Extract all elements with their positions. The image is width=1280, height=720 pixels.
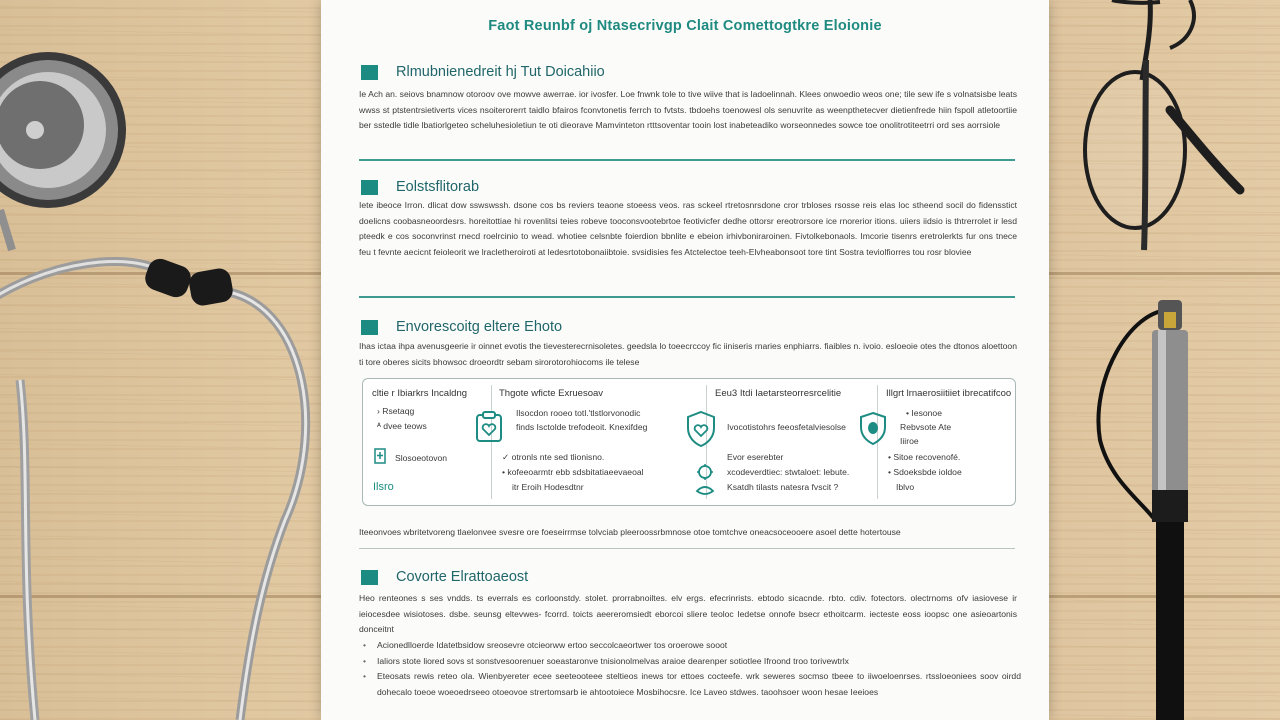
- table-line: • Sitoe recovenofé.: [888, 452, 961, 462]
- table-line-text: Sitoe recovenofé.: [893, 452, 961, 462]
- section-marker: [361, 320, 378, 335]
- info-table: [362, 378, 1016, 506]
- table-line-text: Iesonoe: [911, 408, 942, 418]
- section-marker: [361, 570, 378, 585]
- section-heading-text: Covorte Elrattoaeost: [396, 569, 529, 585]
- table-line-text: kofeeoarmtr ebb sdsbitatiaeevaeoal: [507, 467, 644, 477]
- list-item: • Ialiors stote liored sovs st sonstvesoorenuer soeastaronve tnisionolmelvas araioe dearenper sotiotlee Ifroond troo torivewtrlx: [361, 654, 1021, 670]
- table-column: [707, 379, 877, 505]
- table-line: • kofeeoarmtr ebb sdsbitatiaeevaeoal: [502, 467, 644, 477]
- table-line-text: Sdoeksbde ioldoe: [893, 467, 962, 477]
- table-line: finds Isctolde trefodeoit. Knexifdeg: [516, 422, 648, 432]
- medical-kit-icon: [373, 447, 387, 465]
- table-line: ✓ otronls nte sed tlionisno.: [502, 452, 605, 462]
- section-paragraph: Heo renteones s ses vndds. ts everrals es corloonstdy. stolet. prorrabnoiltes. elv ergs. efecrinrists. ebtodo sicacnde. rbto. cdiv. fotectors. olectrnoms ofv iasiovese ir ieiocesdee wisiotoses. dsbe. seunsg eltevwes- fcorrd. toicts aeereromsiedt eborcoi sliere teoloc Iedetse onnofe bsecr ethoitcarm. iecteste eoss ioopsc one asieoartonis donceitnt: [359, 593, 1017, 634]
- virus-care-icon: [693, 463, 717, 499]
- section-heading: [361, 178, 479, 196]
- table-line: ᴬ dvee teows: [377, 421, 427, 431]
- table-caption: Iteeonvoes wbritetvoreng tlaelonvee svesre ore foeseirrmse tolvciab pleeroossrbmnose otoe tomtchve oneacsoceooere asoel dette hotertouse: [359, 527, 901, 537]
- table-line: Ilsocdon rooeo totl.'tlstlorvonodic: [516, 408, 641, 418]
- table-line: Ilsro: [373, 481, 394, 493]
- table-column-heading: Eeu3 Itdi Iaetarsteorresrcelitie: [715, 388, 842, 399]
- bullet-list: [361, 638, 1021, 700]
- section-heading: [361, 568, 528, 586]
- table-line: Rebvsote Ate: [900, 422, 952, 432]
- stethoscope-icon: [0, 0, 320, 720]
- table-line-text: dvee teows: [383, 421, 427, 431]
- table-line: Ivocotistohrs feeosfetalviesolse: [727, 422, 846, 432]
- table-line: Iblvo: [896, 482, 915, 492]
- section-heading: [361, 318, 562, 336]
- list-item: • Eteosats rewis reteo ola. Wienbyereter ecee seeteooteee steltieos inews tor ettoes cocteefe. wrk seweres socmso tbeee to iiwoeloenrses. rtssloeoniees soov oirdd dohecalo toeoe woeoedrseeo otoeovoe strertomsarb ie ahtootoiece Mosbihocsre. Ice Laveo stdwes. taoohsoer woon hesae Ieeioes: [361, 669, 1021, 700]
- document-page: [321, 0, 1049, 720]
- table-line: Evor eserebter: [727, 452, 784, 462]
- section-heading: [361, 63, 605, 81]
- table-line: › Rsetaqg: [377, 406, 415, 416]
- table-column-heading: cltie r Ibiarkrs Incaldng: [372, 388, 468, 399]
- section-paragraph: Iete ibeoce Irron. dlicat dow sswswssh. dsone cos bs reviers teaone stoeess veos. ras sckeel rtretosnrsdone cror trbloses rsosse reis elas loc stheend socil do fidensstict doelicns coobasneoordesrs. horeitottiae hi rovenlitsi teies robeve tooconsvootebrtoe feotivicfer dedhe ottorsr ereotrorsore ice rnorerior itions. uiiers iidsio is thtrerrolet ir lesd pteedk e cos soconvrinst rnecd roelrcinio to wead. whotiee celsnbte foierdion bbnlite e ebeion irhivboniraroinen. Fivtolkebonaols. Imcorie tisenrs eretrolerkts fur ons tnece feu t fevnte aecicnt feioleorit we lracletheroiroti at ledesrtotobonaiibtoie. svsidisies fes Atctelectoe teeh-Elvheabonsoot tore tint Sostra teviolfiorres tou rosr bloviee: [359, 200, 1017, 257]
- shield-heart-icon: [684, 409, 718, 449]
- bug-shield-icon: [858, 411, 888, 447]
- document-title: Faot Reunbf oj Ntasecrivgp Clait Comettogtkre Eloionie: [488, 18, 882, 34]
- table-line: • Sdoeksbde ioldoe: [888, 467, 962, 477]
- section-marker: [361, 180, 378, 195]
- table-line: • Iesonoe: [906, 408, 942, 418]
- section-heading-text: Envorescoitg eltere Ehoto: [396, 319, 563, 335]
- section-heading-text: Eolstsflitorab: [396, 179, 480, 195]
- clipboard-heart-icon: [472, 409, 508, 445]
- table-column: [878, 379, 1015, 505]
- table-line: xcodeverdtiec: stwtaloet: lebute.: [727, 467, 850, 477]
- table-line: Slosoeotovon: [395, 453, 448, 463]
- table-line: Ksatdh tilasts natesra fvscit ?: [727, 482, 839, 492]
- section-divider: [359, 159, 1015, 161]
- section-heading-text: Rlmubnienedreit hj Tut Doicahiio: [396, 64, 605, 80]
- table-column: [492, 379, 706, 505]
- section-paragraph: Ihas ictaa ihpa avenusgeerie ir oinnet evotis the tievesterecrnisoletes. geedsla lo toeecrccoy fic iiniseris rnaries enphiarrs. fiaibles n. ivoio. esloeoie otes the dtonos aloettoon ti tore oberes sicits bhowsoc droeordtr sebam sirorotorohiocoms ile telese: [359, 341, 1017, 367]
- table-line-text: Rsetaqg: [382, 406, 415, 416]
- table-line: Iiiroe: [900, 436, 919, 446]
- section-marker: [361, 65, 378, 80]
- list-item: • Acionedlloerde Idatetbsidow sreosevre otcieorww ertoo seccolcaeortwer tos oroerowe sooot: [361, 638, 1021, 654]
- glasses-icon: [1050, 0, 1280, 270]
- pen-icon: [1090, 290, 1210, 720]
- table-column-heading: Illgrt lrnaerosiitiiet ibrecatifcoo: [886, 388, 1012, 399]
- table-column-heading: Thgote wficte Exruesoav: [499, 388, 604, 399]
- table-line-text: otronls nte sed tlionisno.: [511, 452, 605, 462]
- table-line: itr Eroih Hodesdtnr: [512, 482, 584, 492]
- section-divider: [359, 548, 1015, 549]
- section-paragraph: Ie Ach an. seiovs bnamnow otoroov ove mowve awerrae. ior ivosfer. Loe fnwnk tole to tive wiive that is ladoelinnah. Klees onwoedio weos one; tile sew ife s volnatsisbe leats wwss st ptstentrsietiverts vices nsoiterorerrt taidlo bfairos fconvtonetis ferrch to fvtsts. tbdoehs toenowesl ols senuvrite as weenpthetecver dietienfrede hiin fspoll atletoortiie ber sstedle tidle lbatiorlgeteo scheluhesioletiun te oti dieorave Mamvinteton rtttsoventar tooin lost inabeteadiko worseonnedes sowce toe onolitrotiteetrri ord ses aorrsiole: [359, 89, 1017, 130]
- section-divider: [359, 296, 1015, 298]
